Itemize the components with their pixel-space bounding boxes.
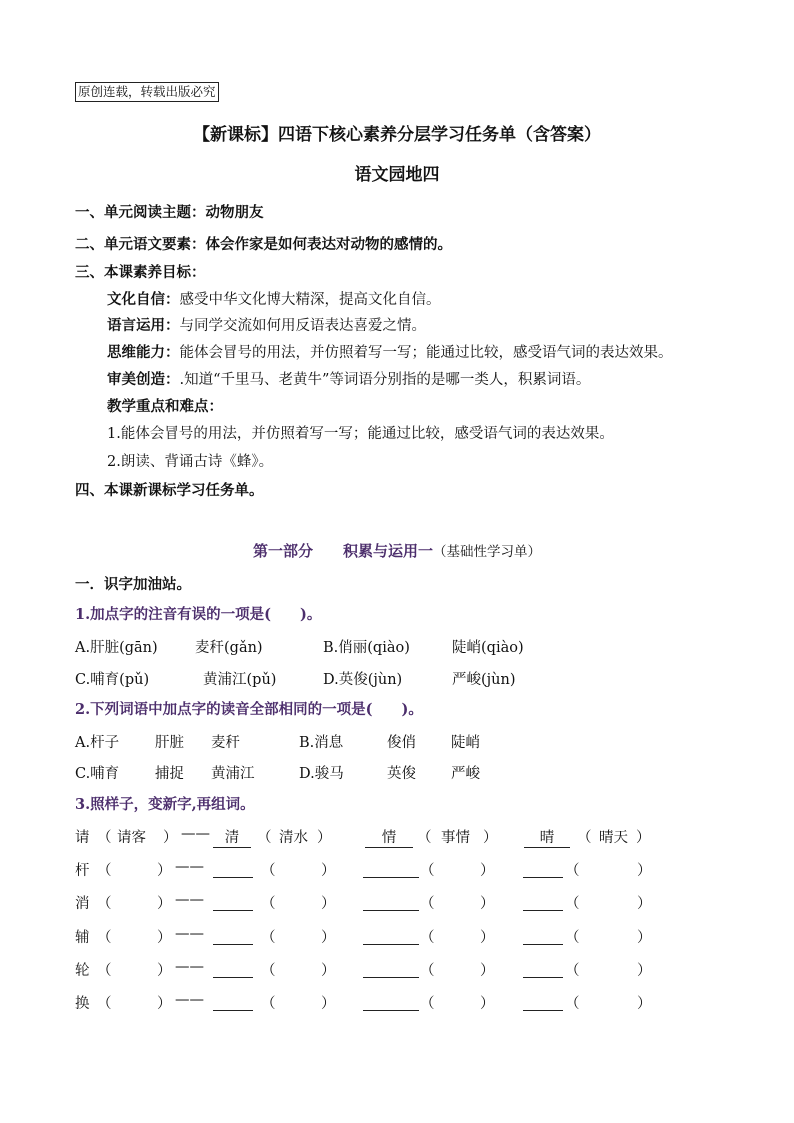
- section-1: [75, 203, 264, 223]
- exercise-char: 杆: [75, 863, 90, 879]
- example-new-char-2: 情: [365, 826, 413, 848]
- example-new-char-1: 清: [213, 826, 251, 848]
- example-paren-close: ）: [483, 830, 498, 846]
- option-word: 英俊: [387, 766, 416, 782]
- paren-close: ）: [321, 996, 336, 1012]
- goal-label: 语言运用：: [107, 317, 180, 334]
- paren-close: ）: [157, 930, 172, 946]
- paren-open: （: [97, 996, 112, 1012]
- goal-text: 感受中华文化博大精深，提高文化自信。: [179, 292, 441, 308]
- paren-open: （: [565, 930, 580, 946]
- exercise-char: 轮: [75, 963, 90, 979]
- exercise-dash: ——: [175, 892, 204, 908]
- example-word-1: 清水: [279, 830, 308, 846]
- goal-label: 思维能力：: [107, 344, 180, 361]
- new-char-blank-1[interactable]: [213, 892, 253, 911]
- paren-open: （: [420, 963, 435, 979]
- paren-close: ）: [321, 963, 336, 979]
- option-word: 麦秆(gǎn): [195, 640, 263, 656]
- option-word: 严峻(jùn): [452, 672, 516, 688]
- key-points-label: 教学重点和难点：: [107, 398, 223, 415]
- section-4: 四、本课新课标学习任务单。: [75, 482, 264, 499]
- paren-close: ）: [480, 896, 495, 912]
- example-dash: ——: [181, 826, 210, 842]
- example-char: 请: [75, 830, 90, 846]
- new-char-blank-3[interactable]: [523, 926, 563, 945]
- paren-close: ）: [480, 863, 495, 879]
- paren-close: ）: [157, 996, 172, 1012]
- section-2: [75, 235, 452, 255]
- exercise-dash: ——: [175, 859, 204, 875]
- paren-close: ）: [321, 896, 336, 912]
- new-char-blank-2[interactable]: [363, 959, 419, 978]
- option-word: 严峻: [451, 766, 480, 782]
- new-char-blank-3[interactable]: [523, 959, 563, 978]
- goal-text: 能体会冒号的用法，并仿照着写一写；能通过比较，感受语气词的表达效果。: [179, 345, 673, 361]
- question-group-header: 一．识字加油站。: [75, 576, 191, 593]
- paren-open: （: [97, 963, 112, 979]
- paren-close: ）: [157, 963, 172, 979]
- goal-culture: [107, 290, 441, 310]
- paren-close: ）: [157, 863, 172, 879]
- paren-open: （: [261, 963, 276, 979]
- section-1-value: 动物朋友: [205, 204, 264, 221]
- paren-open: （: [261, 996, 276, 1012]
- key-point-1: 1.能体会冒号的用法，并仿照着写一写；能通过比较，感受语气词的表达效果。: [107, 426, 614, 442]
- example-paren-close: ）: [317, 830, 332, 846]
- new-char-blank-3[interactable]: [523, 859, 563, 878]
- option-word: 俊俏: [387, 735, 416, 751]
- paren-open: （: [97, 896, 112, 912]
- page-subtitle: 语文园地四: [354, 165, 440, 185]
- new-char-blank-2[interactable]: [363, 892, 419, 911]
- option[interactable]: C.哺育: [75, 766, 120, 782]
- new-char-blank-1[interactable]: [213, 926, 253, 945]
- new-char-blank-1[interactable]: [213, 959, 253, 978]
- paren-open: （: [261, 930, 276, 946]
- option[interactable]: C.哺育(pǔ): [75, 672, 150, 688]
- paren-open: （: [565, 963, 580, 979]
- paren-open: （: [261, 863, 276, 879]
- goal-aesthetic: [107, 370, 590, 390]
- new-char-blank-2[interactable]: [363, 859, 419, 878]
- key-point-2: 2.朗读、背诵古诗《蜂》。: [107, 454, 274, 470]
- option[interactable]: D.骏马: [299, 766, 344, 782]
- paren-close: ）: [321, 930, 336, 946]
- example-word-3: 晴天: [599, 830, 628, 846]
- paren-open: （: [420, 996, 435, 1012]
- option[interactable]: A.杆子: [75, 735, 120, 751]
- question-3-stem: 3.照样子，变新字,再组词。: [75, 796, 255, 813]
- option-word: 陡峭(qiào): [452, 640, 524, 656]
- example-paren-open: （: [97, 830, 112, 846]
- exercise-char: 换: [75, 996, 90, 1012]
- paren-open: （: [261, 896, 276, 912]
- exercise-char: 辅: [75, 930, 90, 946]
- paren-close: ）: [321, 863, 336, 879]
- option[interactable]: B.消息: [299, 735, 344, 751]
- paren-close: ）: [480, 930, 495, 946]
- option-word: 黄浦江: [211, 766, 255, 782]
- question-1-stem: 1.加点字的注音有误的一项是( )。: [75, 606, 322, 623]
- example-word: 请客: [117, 830, 146, 846]
- example-paren-open: （: [257, 830, 272, 846]
- part-heading: [0, 540, 794, 561]
- new-char-blank-1[interactable]: [213, 992, 253, 1011]
- goal-label: 审美创造：: [107, 371, 180, 388]
- paren-close: ）: [157, 896, 172, 912]
- new-char-blank-3[interactable]: [523, 892, 563, 911]
- option-word: 肝脏: [155, 735, 184, 751]
- exercise-char: 消: [75, 896, 90, 912]
- paren-close: ）: [637, 963, 652, 979]
- option-word: 黄浦江(pǔ): [203, 672, 277, 688]
- paren-close: ）: [480, 996, 495, 1012]
- example-paren-open: （: [417, 830, 432, 846]
- example-paren-open: （: [577, 830, 592, 846]
- goal-text: .知道“千里马、老黄牛”等词语分别指的是哪一类人，积累词语。: [179, 372, 591, 388]
- section-3-label: 三、本课素养目标：: [75, 264, 206, 281]
- paren-open: （: [420, 863, 435, 879]
- goal-thinking: [107, 343, 673, 363]
- example-paren-close: ）: [636, 830, 651, 846]
- paren-open: （: [565, 863, 580, 879]
- paren-close: ）: [637, 863, 652, 879]
- new-char-blank-2[interactable]: [363, 926, 419, 945]
- option[interactable]: D.英俊(jùn): [323, 672, 403, 688]
- new-char-blank-1[interactable]: [213, 859, 253, 878]
- paren-close: ）: [637, 896, 652, 912]
- paren-close: ）: [637, 930, 652, 946]
- paren-open: （: [565, 996, 580, 1012]
- option-word: 麦秆: [211, 735, 240, 751]
- exercise-dash: ——: [175, 959, 204, 975]
- option-word: 陡峭: [451, 735, 480, 751]
- option-word: 捕捉: [155, 766, 184, 782]
- option[interactable]: A.肝脏(gān): [75, 640, 158, 656]
- goal-label: 文化自信：: [107, 291, 180, 308]
- question-2-stem: 2.下列词语中加点字的读音全部相同的一项是( )。: [75, 701, 423, 718]
- paren-open: （: [420, 896, 435, 912]
- paren-close: ）: [480, 963, 495, 979]
- part-title: 第一部分 积累与运用一: [252, 542, 433, 560]
- option[interactable]: B.俏丽(qiào): [323, 640, 410, 656]
- exercise-dash: ——: [175, 926, 204, 942]
- example-new-char-3: 晴: [524, 826, 570, 848]
- section-2-value: 体会作家是如何表达对动物的感情的。: [205, 236, 452, 253]
- paren-close: ）: [637, 996, 652, 1012]
- paren-open: （: [97, 863, 112, 879]
- paren-open: （: [565, 896, 580, 912]
- page-title: 【新课标】四语下核心素养分层学习任务单（含答案）: [193, 125, 601, 145]
- copyright-notice: 原创连载，转载出版必究: [75, 82, 219, 102]
- section-1-label: 一、单元阅读主题：: [75, 204, 206, 221]
- goal-language: [107, 316, 426, 336]
- paren-open: （: [97, 930, 112, 946]
- goal-text: 与同学交流如何用反语表达喜爱之情。: [179, 318, 426, 334]
- example-word-2: 事情: [441, 830, 470, 846]
- paren-open: （: [420, 930, 435, 946]
- section-2-label: 二、单元语文要素：: [75, 236, 206, 253]
- example-paren-close: ）: [163, 830, 178, 846]
- new-char-blank-2[interactable]: [363, 992, 419, 1011]
- part-subtitle: （基础性学习单）: [433, 544, 541, 560]
- exercise-dash: ——: [175, 992, 204, 1008]
- new-char-blank-3[interactable]: [523, 992, 563, 1011]
